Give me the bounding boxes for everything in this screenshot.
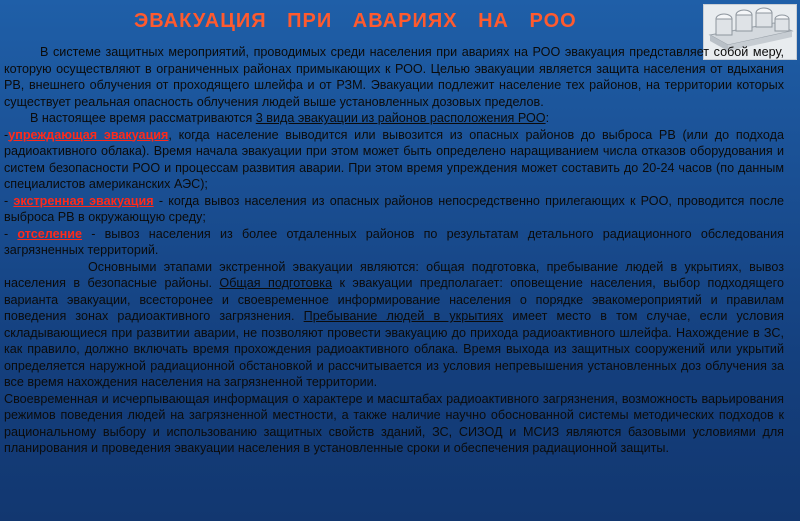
paragraph-resettlement bbox=[4, 226, 784, 259]
types-lead-text: В настоящее время рассматриваются bbox=[30, 111, 256, 125]
paragraph-types-lead bbox=[4, 110, 784, 127]
slide-title: ЭВАКУАЦИЯ ПРИ АВАРИЯХ НА РОО bbox=[134, 10, 577, 32]
resettlement-dash: - bbox=[4, 226, 18, 241]
paragraph-stages bbox=[4, 259, 784, 391]
term-emergency: экстренная эвакуация bbox=[13, 193, 154, 208]
stages-underlined-shelter: Пребывание людей в укрытиях bbox=[303, 309, 504, 323]
types-lead-underlined: 3 вида эвакуации из районов расположения РОО bbox=[255, 111, 546, 125]
types-lead-colon: : bbox=[545, 111, 550, 125]
emergency-text: - когда вывоз населения из опасных районов непосредственно прилегающих к РОО, проводится после выброса РВ в окружающую среду; bbox=[4, 193, 784, 224]
stages-text-a: Основными этапами экстренной эвакуации являются: общая подготовка, пребывание людей в укрытиях, вывоз населения в безопасные районы. bbox=[4, 259, 784, 290]
paragraph-intro: В системе защитных мероприятий, проводимых среди населения при авариях на РОО эвакуация представляет собой меру, которую осуществляют в ограниченных районах примыкающих к РОО. Целью эвакуации является защита населения от вдыхания РВ, внешнего облучения от проходящего шлейфа и от РЗМ. Эвакуации подлежит население тех районов, на территории которых существует реальная опасность облучения людей выше установленных дозовых пределов. bbox=[4, 45, 784, 109]
resettlement-text: - вывоз населения из более отдаленных районов по результатам детального радиационного обследования загрязненных территорий. bbox=[4, 226, 784, 257]
stages-text-c: имеет место в том случае, если условия складывающиеся при развитии аварии, не позволяют провести эвакуацию до прихода радиоактивного шлейфа. Нахождение в ЗС, как правило, должно включать время прохождения радиоактивного облака. Время выхода из защитных сооружений или укрытий определяется наружной радиационной обстановкой и рассчитывается из условия непревышения установленных доз облучения за все время нахождения населения на загрязненной территории. bbox=[4, 309, 784, 389]
emergency-dash: - bbox=[4, 193, 14, 208]
paragraph-preemptive bbox=[4, 127, 784, 193]
term-resettlement: отселение bbox=[17, 226, 82, 241]
stages-underlined-preparation: Общая подготовка bbox=[219, 276, 333, 290]
stages-text-b: к эвакуации предполагает: оповещение населения, выбор подходящего варианта эвакуации, всесторонее и своевременное информирование населения о порядке эвакомероприятий и правилам поведения зонах радиоактивного загрязнения. bbox=[4, 276, 784, 323]
paragraph-conclusion: Своевременная и исчерпывающая информация о характере и масштабах радиоактивного загрязнения, возможность варьирования режимов поведения людей на загрязненной местности, а также наличие научно обоснованной системы методических подходов к рациональному выбору и использованию защитных свойств зданий, ЗС, СИЗОД и МСИЗ являются базовыми условиями для планирования и проведения эвакуации населения в установленные сроки и обеспечения радиационной защиты. bbox=[4, 391, 784, 455]
term-preemptive: упреждающая эвакуация bbox=[8, 127, 169, 142]
preemptive-dash: - bbox=[4, 127, 9, 142]
slide-body bbox=[4, 44, 784, 457]
paragraph-emergency bbox=[4, 193, 784, 226]
preemptive-text: , когда население выводится или вывозится из опасных районов до выброса РВ (или до подхода радиоактивного облака). Время начала эвакуации при этом может быть определено наращиванием числа отказов оборудования и систем безопасности РОО и процессам развития аварии. При этом время упреждения может составить до 20-24 часов (по данным специалистов американских АЭС); bbox=[4, 127, 785, 191]
